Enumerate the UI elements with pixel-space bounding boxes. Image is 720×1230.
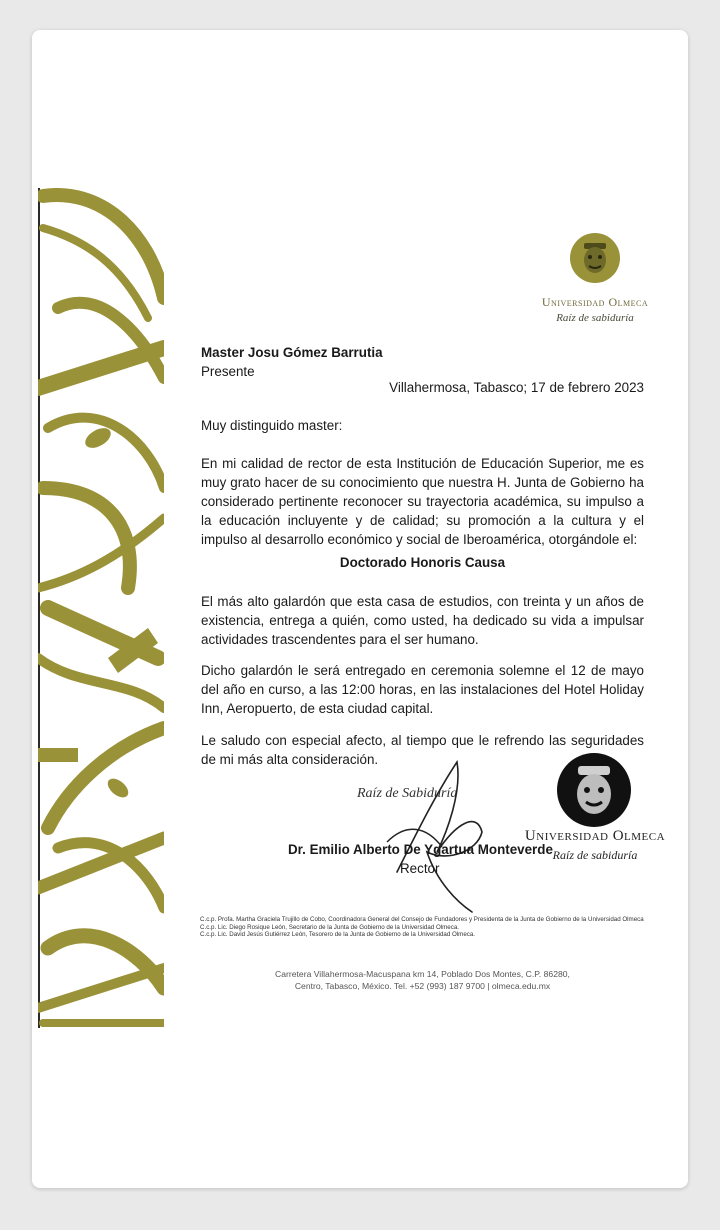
paragraph-3: Dicho galardón le será entregado en ceremonia solemne el 12 de mayo del año en curso, a las 12:00 horas, en las instalaciones del Hotel Holiday Inn, Aeropuerto, de esta ciudad capital.	[201, 663, 644, 716]
letter-page	[32, 30, 688, 1188]
paragraph-4: Le saludo con especial afecto, al tiempo que le refrendo las seguridades de mi más alta consideración.	[201, 733, 644, 767]
ccp-line: C.c.p. Profa. Martha Graciela Trujillo de Cobo, Coordinadora General del Consejo de Fundadores y Presidenta de la Junta de Gobierno de la Universidad Olmeca	[200, 916, 644, 923]
greeting: Muy distinguido master:	[201, 418, 343, 433]
letterhead-logo	[532, 232, 658, 324]
seal-university-name: Universidad Olmeca	[524, 828, 666, 844]
letterhead-university-name: Universidad Olmeca	[541, 295, 649, 309]
letterhead-motto: Raíz de sabiduría	[556, 312, 634, 324]
seal-motto: Raíz de sabiduría	[552, 848, 638, 862]
ccp-line: C.c.p. Lic. Diego Rosique León, Secretario de la Junta de Gobierno de la Universidad Olmeca.	[200, 923, 459, 931]
university-seal-icon	[556, 752, 632, 828]
recipient-name: Master Josu Gómez Barrutia	[201, 345, 383, 360]
carbon-copy-list	[200, 916, 650, 939]
footer-line-2: Centro, Tabasco, México. Tel. +52 (993) 187 9700 | olmeca.edu.mx	[294, 981, 551, 991]
olmec-head-emblem-icon	[569, 232, 621, 284]
paragraph-2: El más alto galardón que esta casa de estudios, con treinta y un años de existencia, entrega a quién, como usted, ha dedicado su vida a impulsar actividades trascendentes para el ser humano.	[201, 594, 644, 647]
recipient-block	[201, 343, 644, 381]
footer-line-1: Carretera Villahermosa-Macuspana km 14, Poblado Dos Montes, C.P. 86280,	[275, 969, 570, 979]
signature-motto: Raíz de Sabiduría	[357, 786, 458, 801]
footer-address	[201, 968, 644, 992]
paragraph-1: En mi calidad de rector de esta Institución de Educación Superior, me es muy grato hacer de su conocimiento que nuestra H. Junta de Gobierno ha considerado pertinente reconocer su trayectoria académica, su impulso a la educación incluyente y de calidad; su promoción a la cultura y el impulso al desarrollo económico y social de Iberoamérica, otorgándole el:	[201, 456, 644, 547]
signer-role: Rector	[400, 861, 440, 876]
date-line: Villahermosa, Tabasco; 17 de febrero 2023	[389, 380, 644, 395]
decorative-letter-pattern	[38, 188, 164, 1028]
handwritten-signature	[377, 752, 487, 922]
ccp-line: C.c.p. Lic. David Jesús Gutiérrez León, Tesorero de la Junta de Gobierno de la Universidad Olmeca.	[200, 931, 476, 939]
degree-title: Doctorado Honoris Causa	[339, 555, 506, 570]
signer-name: Dr. Emilio Alberto De Ygartua Monteverde	[288, 842, 553, 857]
recipient-title: Presente	[201, 364, 255, 379]
